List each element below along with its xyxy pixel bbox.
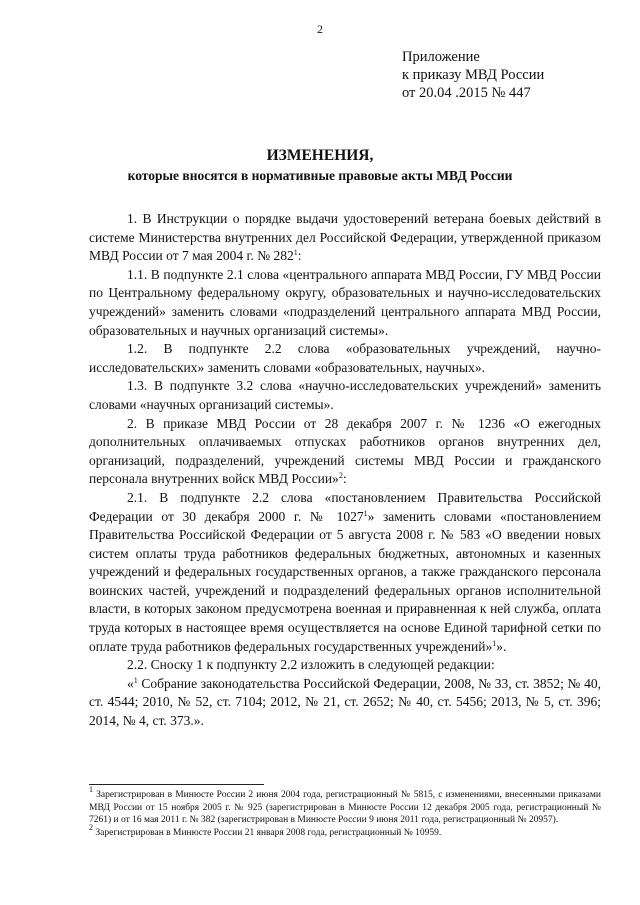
document-subtitle: которые вносятся в нормативные правовые акты МВД России <box>127 168 513 183</box>
paragraph-1-end: : <box>297 248 302 264</box>
quote-open: « <box>127 675 134 691</box>
paragraph-2-2: 2.2. Сноску 1 к подпункту 2.2 изложить в следующей редакции: <box>127 657 495 673</box>
footnote-divider <box>89 784 264 785</box>
document-title: ИЗМЕНЕНИЯ, <box>266 147 374 164</box>
footnote-2-mark: 2 <box>89 822 93 832</box>
paragraph-2-text: 2. В приказе МВД России от 28 декабря 2007 г. № 1236 «О ежегодных дополнительных оплачиваемых отпусках работников органов внутренних дел, организаций, подразделений, учреждений системы МВД России и гражданского персонала внутренних войск МВД России» <box>89 415 601 487</box>
paragraph-1-3: 1.3. В подпункте 3.2 слова «научно-исследовательских учреждений» заменить словами «научных организаций системы». <box>89 378 601 412</box>
footnote-new-text <box>89 675 601 731</box>
quote-text: Собрание законодательства Российской Федерации, 2008, № 33, ст. 3852; № 40, ст. 4544; 2010, № 52, ст. 7104; 2012, № 21, ст. 2652; № 40, ст. 5456; 2013, № 5, ст. 396; 2014, № 4, ст. 373.». <box>89 675 601 729</box>
quote-footnote-mark: 1 <box>133 675 138 685</box>
appendix-line-3: от 20.04 .2015 № 447 <box>402 85 531 101</box>
paragraph-2 <box>89 415 601 489</box>
paragraph-1-1: 1.1. В подпункте 2.1 слова «центрального аппарата МВД России, ГУ МВД России по Центральному федеральному округу, образовательных и научно-исследовательских учреждений» заменить словами «подразделений центрального аппарата МВД России, образовательных и научных организаций системы». <box>89 266 601 338</box>
footnote-2-text: Зарегистрирован в Минюсте России 21 января 2008 года, регистрационный № 10959. <box>93 827 442 838</box>
footnote-ref-inner-2: 1 <box>492 638 497 648</box>
paragraph-1-text: 1. В Инструкции о порядке выдачи удостоверений ветерана боевых действий в системе Министерства внутренних дел Российской Федерации, утвержденной приказом МВД России от 7 мая 2004 г. № 282 <box>89 211 601 264</box>
footnote-ref-2: 2 <box>338 471 343 481</box>
document-heading <box>0 146 640 185</box>
appendix-block <box>402 48 544 102</box>
appendix-line-2: к приказу МВД России <box>402 67 545 83</box>
paragraph-2-1-text-b: » заменить словами «постановлением Правительства Российской Федерации от 5 августа 2008 г. № 583 «О введении новых систем оплаты труда работников федеральных бюджетных, автономных и казенных учреждений и федеральных государственных органов, а также гражданского персонала воинских частей, учреждений и подразделений федеральных органов исполнительной власти, в которых законом предусмотрена военная и приравненная к ней служба, оплата труда которых в настоящее время осуществляется на основе Единой тарифной сетки по оплате труда работников федеральных государственных учреждений» <box>89 508 601 654</box>
document-body <box>89 210 601 731</box>
paragraph-2-1-text-a: 2.1. В подпункте 2.2 слова «постановлением Правительства Российской Федерации от 30 декабря 2000 г. № 1027 <box>89 489 601 524</box>
footnote-ref-1: 1 <box>293 248 298 258</box>
paragraph-2-1-end: ». <box>496 638 507 654</box>
footnote-1-text: Зарегистрирован в Минюсте России 2 июня 2004 года, регистрационный № 5815, с изменениями, внесенными приказами МВД России от 15 ноября 2005 г. № 925 (зарегистрирован в Минюсте России 12 декабря 2005 года, регистрационный № 7261) и от 16 мая 2011 г. № 382 (зарегистрирован в Минюсте России 9 июня 2011 года, регистрационный № 20957). <box>89 790 601 825</box>
appendix-line-1: Приложение <box>402 49 480 65</box>
footnotes <box>89 785 601 839</box>
footnote-1-mark: 1 <box>89 785 93 794</box>
footnote-ref-inner-1: 1 <box>363 508 368 518</box>
paragraph-1 <box>89 210 601 266</box>
page-number: 2 <box>317 22 323 36</box>
footnote-1 <box>89 785 601 827</box>
footnote-2 <box>89 822 601 840</box>
paragraph-2-1 <box>89 489 601 656</box>
paragraph-1-2: 1.2. В подпункте 2.2 слова «образовательных учреждений, научно-исследовательских» заменить словами «образовательных, научных». <box>89 341 601 375</box>
paragraph-2-end: : <box>342 471 347 487</box>
